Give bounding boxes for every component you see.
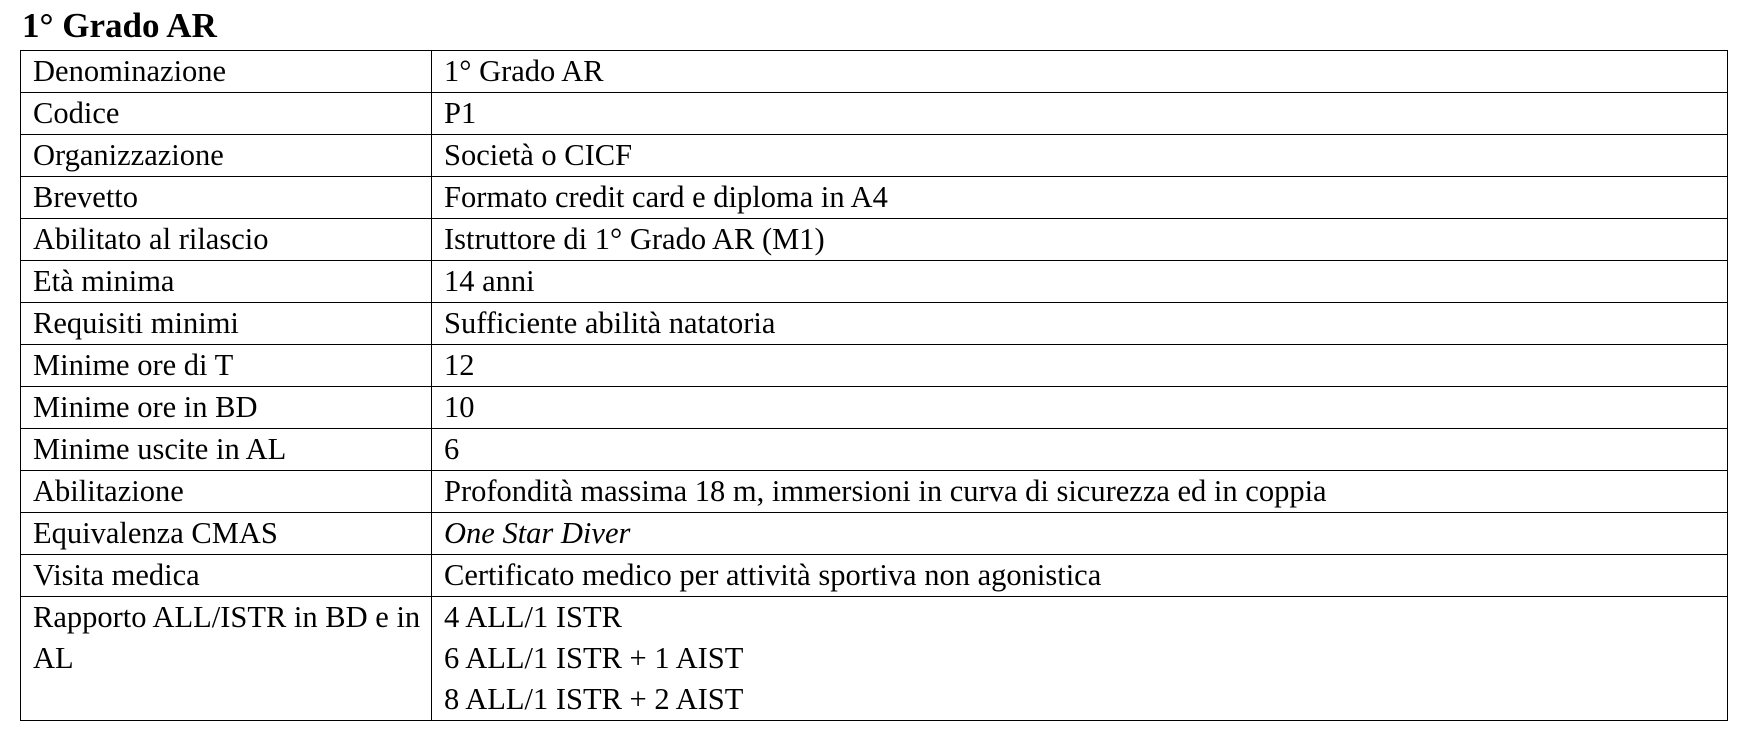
row-label: Organizzazione — [21, 135, 432, 177]
ratio-line: 4 ALL/1 ISTR — [444, 600, 622, 634]
table-row — [21, 387, 1728, 429]
row-label: Rapporto ALL/ISTR in BD e in AL — [21, 597, 432, 721]
table-row — [21, 471, 1728, 513]
row-value: Sufficiente abilità natatoria — [432, 303, 1728, 345]
table-row — [21, 597, 1728, 721]
row-label: Denominazione — [21, 51, 432, 93]
row-value: 1° Grado AR — [432, 51, 1728, 93]
table-row — [21, 219, 1728, 261]
table-row — [21, 261, 1728, 303]
row-value: 10 — [432, 387, 1728, 429]
row-value: One Star Diver — [432, 513, 1728, 555]
row-value: 14 anni — [432, 261, 1728, 303]
row-label: Equivalenza CMAS — [21, 513, 432, 555]
row-label: Età minima — [21, 261, 432, 303]
specification-table — [20, 50, 1728, 721]
row-value: Società o CICF — [432, 135, 1728, 177]
table-row — [21, 51, 1728, 93]
row-label: Abilitato al rilascio — [21, 219, 432, 261]
page-title: 1° Grado AR — [22, 6, 217, 45]
row-value: P1 — [432, 93, 1728, 135]
table-row — [21, 555, 1728, 597]
table-row — [21, 345, 1728, 387]
table-row — [21, 93, 1728, 135]
row-value: Certificato medico per attività sportiva non agonistica — [432, 555, 1728, 597]
row-label: Visita medica — [21, 555, 432, 597]
row-label: Brevetto — [21, 177, 432, 219]
row-label: Abilitazione — [21, 471, 432, 513]
row-label: Minime ore di T — [21, 345, 432, 387]
row-value: Formato credit card e diploma in A4 — [432, 177, 1728, 219]
row-value: 12 — [432, 345, 1728, 387]
ratio-line: 6 ALL/1 ISTR + 1 AIST — [444, 641, 744, 675]
row-value: Istruttore di 1° Grado AR (M1) — [432, 219, 1728, 261]
row-label: Minime uscite in AL — [21, 429, 432, 471]
table-row — [21, 135, 1728, 177]
row-label: Codice — [21, 93, 432, 135]
row-value-multiline — [432, 597, 1728, 721]
table-row — [21, 303, 1728, 345]
row-value: Profondità massima 18 m, immersioni in curva di sicurezza ed in coppia — [432, 471, 1728, 513]
row-label: Minime ore in BD — [21, 387, 432, 429]
row-value: 6 — [432, 429, 1728, 471]
table-row — [21, 513, 1728, 555]
ratio-line: 8 ALL/1 ISTR + 2 AIST — [444, 682, 744, 716]
table-row — [21, 429, 1728, 471]
table-row — [21, 177, 1728, 219]
row-label: Requisiti minimi — [21, 303, 432, 345]
document — [20, 6, 1728, 721]
